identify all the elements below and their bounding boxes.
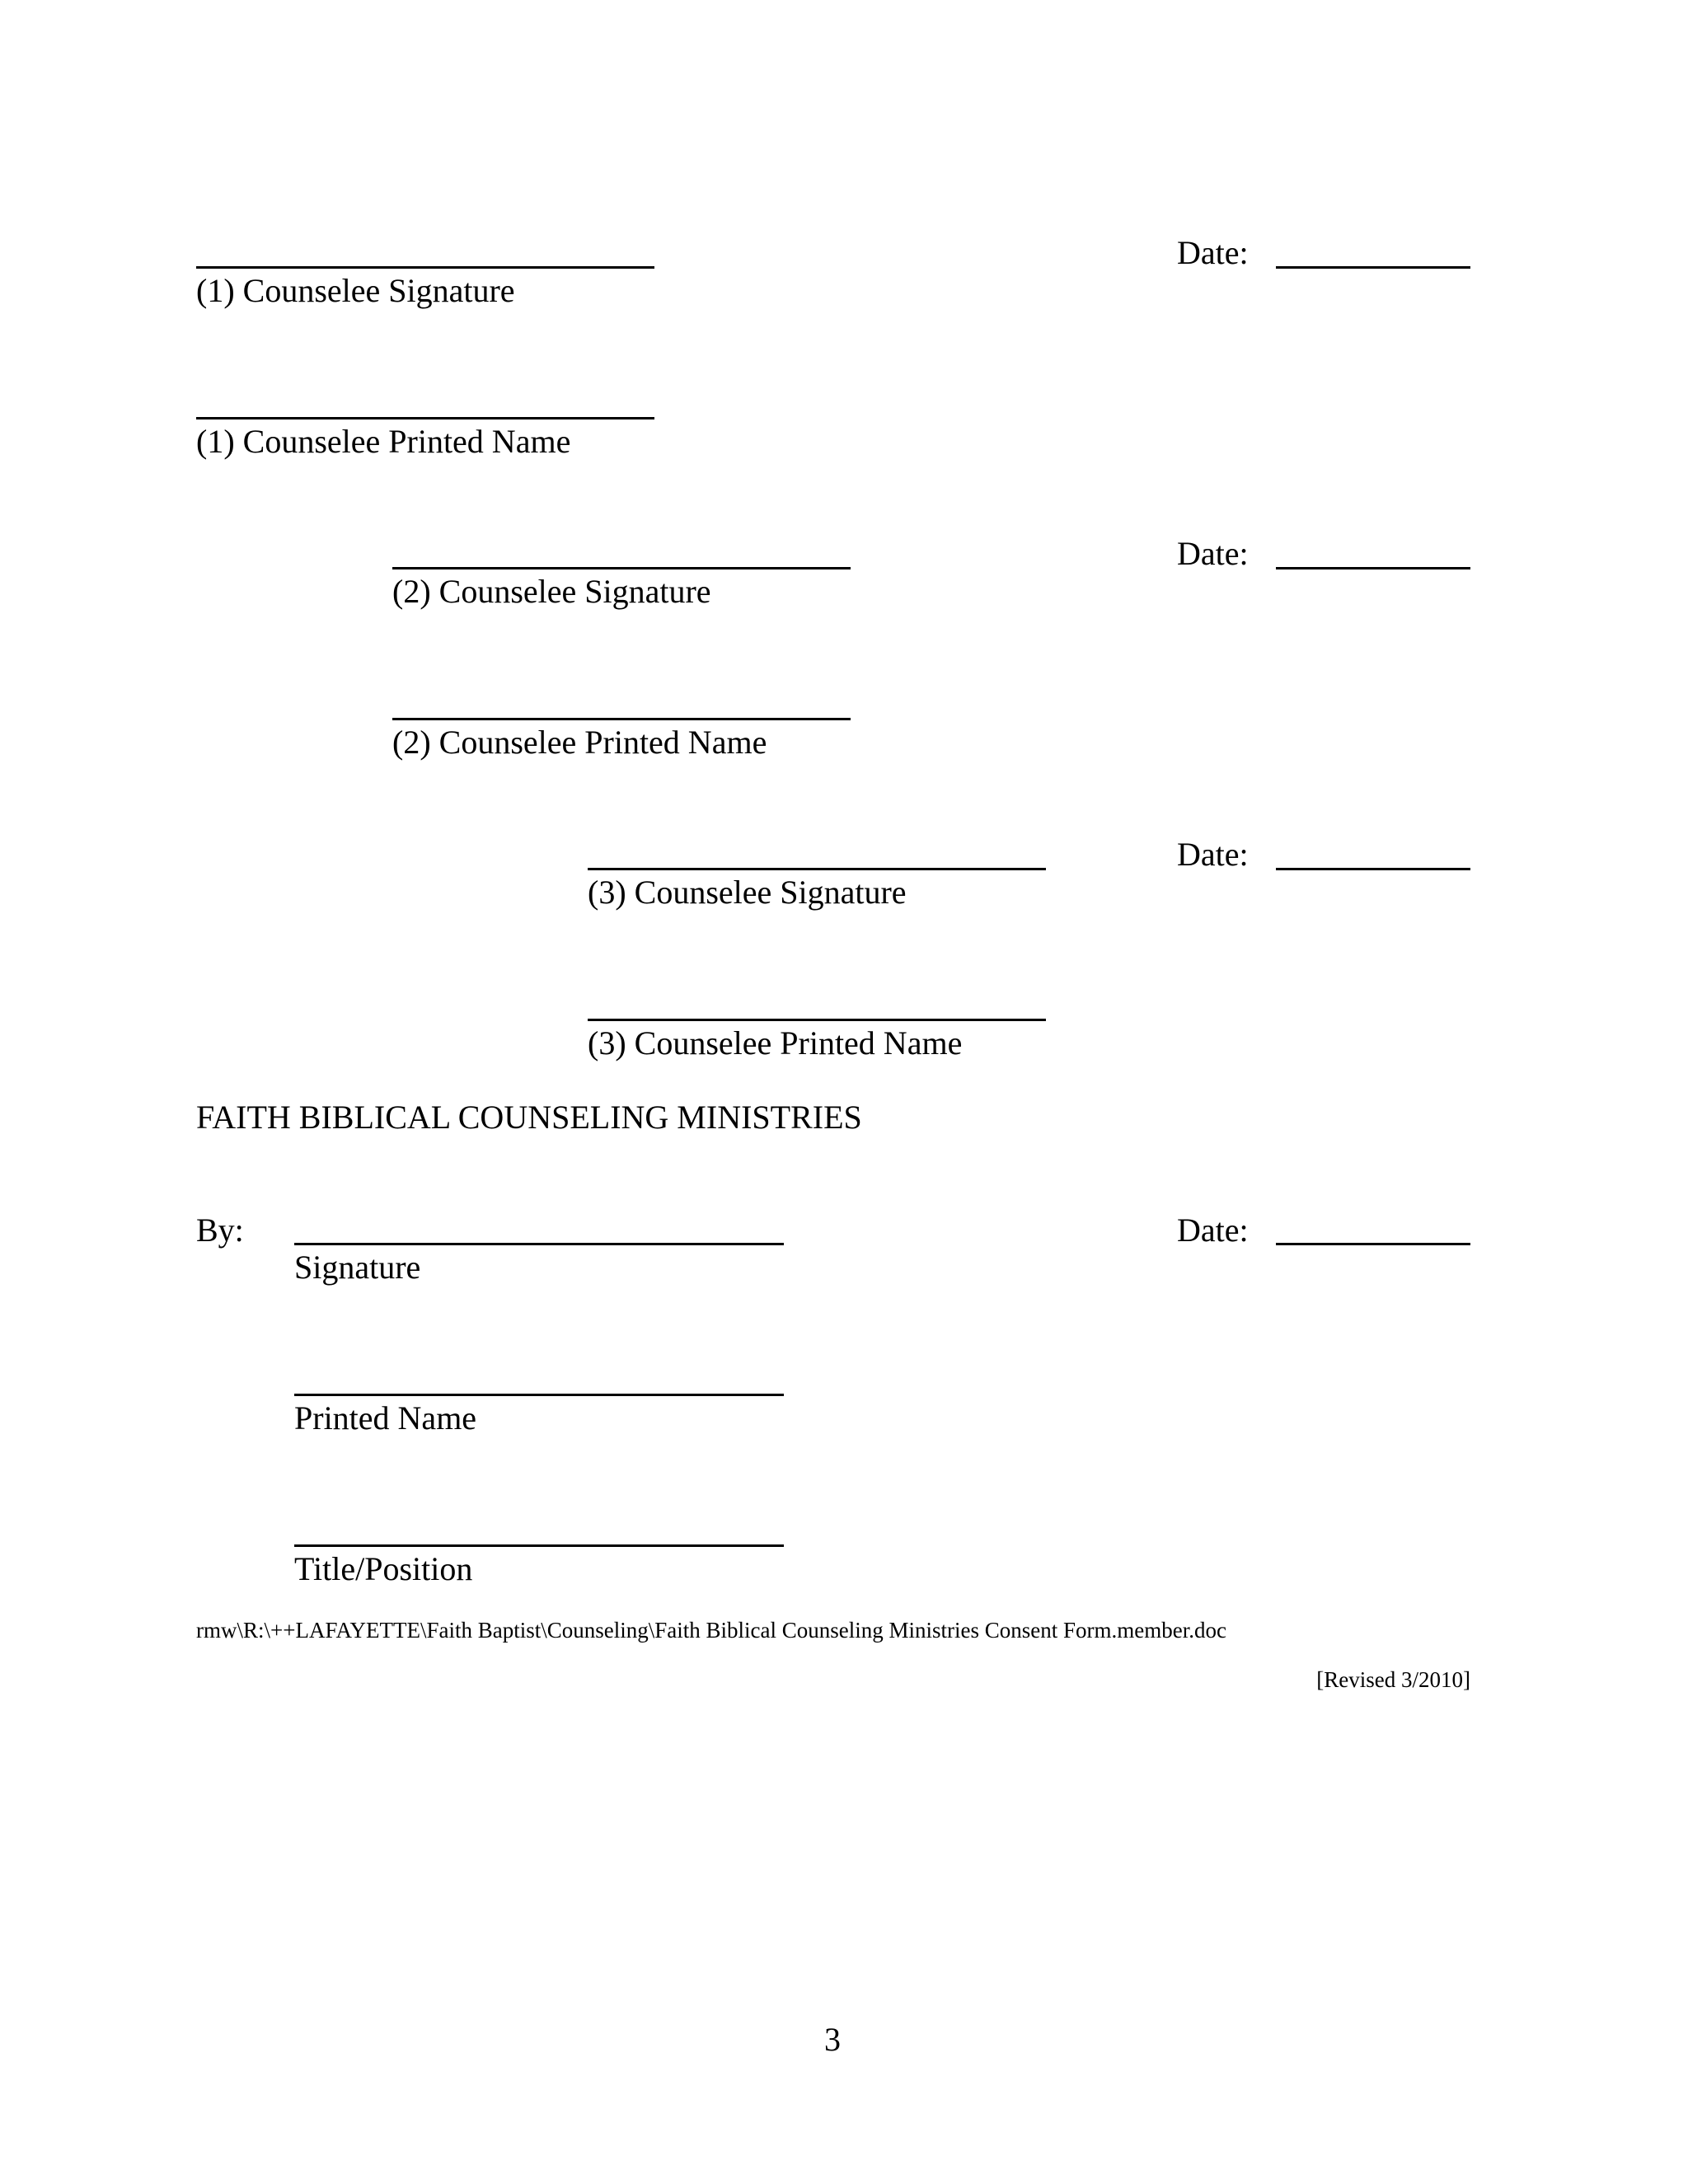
counselee3-signature-line[interactable] — [588, 868, 1046, 870]
org-title-label: Title/Position — [294, 1550, 473, 1587]
by-label: By: — [196, 1212, 244, 1249]
counselee1-printed-name-label: (1) Counselee Printed Name — [196, 423, 571, 460]
file-path: rmw\R:\++LAFAYETTE\Faith Baptist\Counseling\Faith Biblical Counseling Ministries Consent Form.member.doc — [196, 1618, 1226, 1643]
counselee2-printed-name-label: (2) Counselee Printed Name — [392, 724, 767, 761]
counselee1-signature-label: (1) Counselee Signature — [196, 272, 515, 309]
org-printed-name-line[interactable] — [294, 1394, 784, 1396]
counselee3-signature-label: (3) Counselee Signature — [588, 874, 907, 911]
org-printed-name-label: Printed Name — [294, 1399, 477, 1436]
org-date-label: Date: — [1177, 1212, 1249, 1249]
counselee2-signature-line[interactable] — [392, 567, 851, 569]
counselee1-date-label: Date: — [1177, 234, 1249, 271]
counselee2-date-label: Date: — [1177, 535, 1249, 572]
counselee2-signature-label: (2) Counselee Signature — [392, 573, 711, 610]
org-signature-line[interactable] — [294, 1243, 784, 1245]
counselee3-printed-name-label: (3) Counselee Printed Name — [588, 1024, 963, 1062]
counselee1-date-line[interactable] — [1276, 266, 1470, 269]
counselee3-printed-name-line[interactable] — [588, 1019, 1046, 1021]
org-date-line[interactable] — [1276, 1243, 1470, 1245]
counselee3-date-label: Date: — [1177, 836, 1249, 873]
organization-name: FAITH BIBLICAL COUNSELING MINISTRIES — [196, 1099, 862, 1136]
revised-note: [Revised 3/2010] — [1316, 1667, 1470, 1692]
counselee1-signature-line[interactable] — [196, 266, 654, 269]
counselee1-printed-name-line[interactable] — [196, 417, 654, 419]
counselee2-printed-name-line[interactable] — [392, 718, 851, 720]
org-signature-label: Signature — [294, 1249, 421, 1286]
org-title-line[interactable] — [294, 1544, 784, 1547]
counselee2-date-line[interactable] — [1276, 567, 1470, 569]
page-number: 3 — [824, 2021, 841, 2058]
counselee3-date-line[interactable] — [1276, 868, 1470, 870]
